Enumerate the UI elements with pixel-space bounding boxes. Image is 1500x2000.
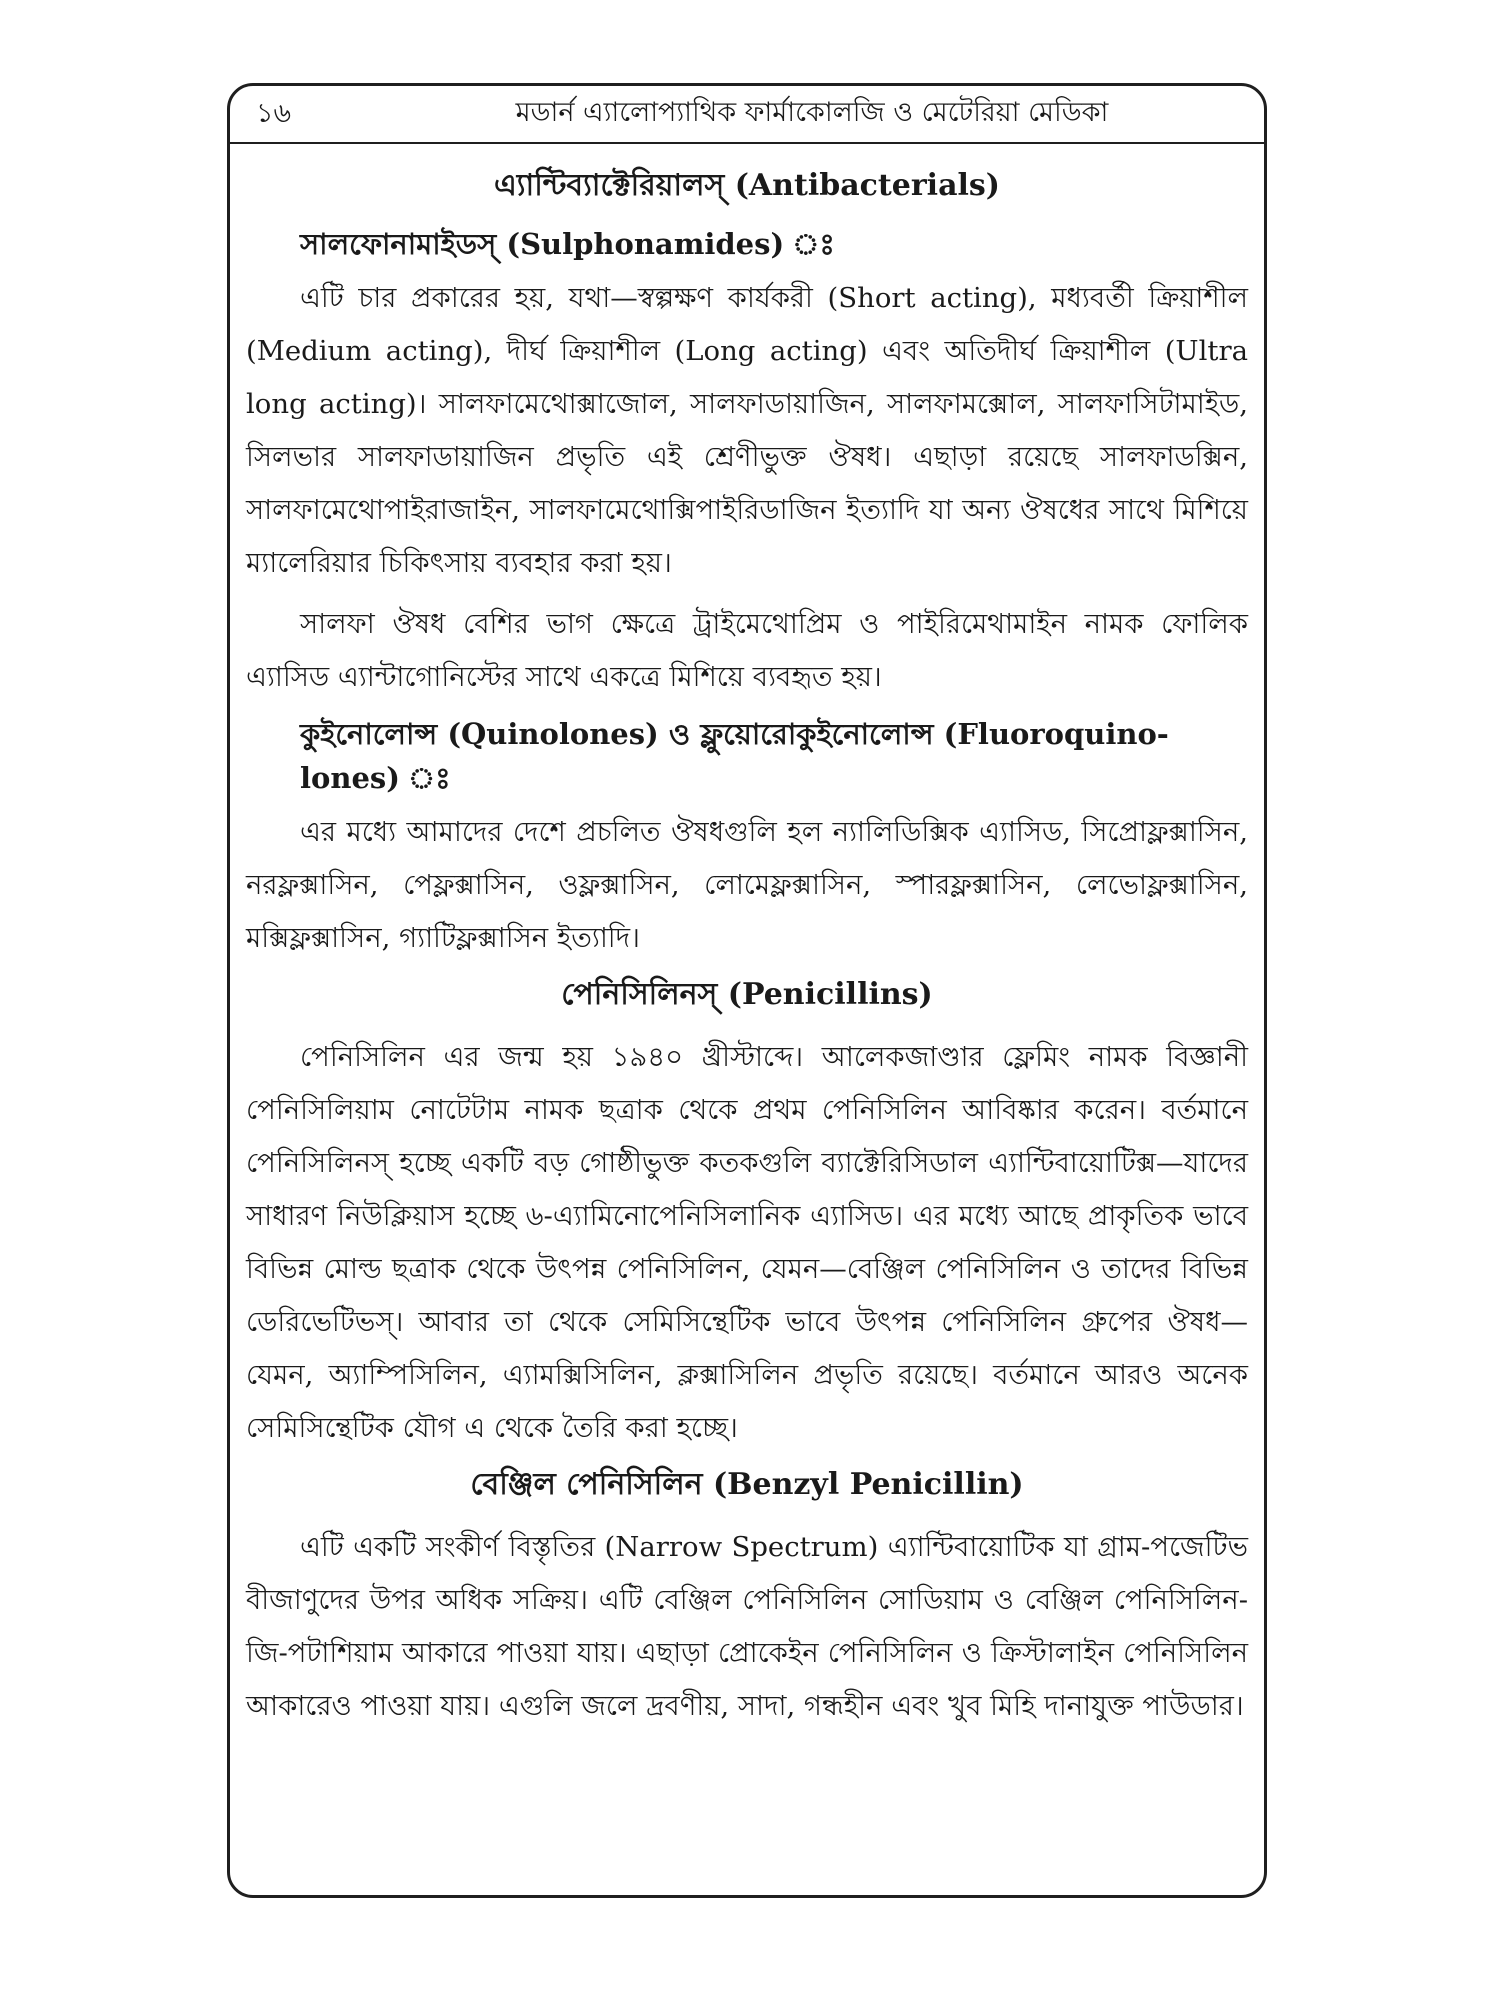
benzyl-penicillin-paragraph: এটি একটি সংকীর্ণ বিস্তৃতির (Narrow Spectrum) এ্যান্টিবায়োটিক যা গ্রাম-পজেটিভ বীজাণুদের উপর অধিক সক্রিয়। এটি বেঞ্জিল পেনিসিলিন সোডিয়াম ও বেঞ্জিল পেনিসিলিন-জি-পটাশিয়াম আকারে পাওয়া যায়। এছাড়া প্রোকেইন পেনিসিলিন ও ক্রিস্টালাইন পেনিসিলিন আকারেও পাওয়া যায়। এগুলি জলে দ্রবণীয়, সাদা, গন্ধহীন এবং খুব মিহি দানাযুক্ত পাউডার। — [246, 1531, 1248, 1722]
antibacterials-heading: এ্যান্টিব্যাক্টেরিয়ালস্ (Antibacterials) — [493, 168, 1000, 203]
running-title: মডার্ন এ্যালোপ্যাথিক ফার্মাকোলজি ও মেটেরিয়া মেডিকা — [515, 97, 1109, 128]
page-content — [246, 164, 1248, 1875]
sulphonamides-heading: সালফোনামাইডস্ (Sulphonamides) ঃ — [300, 227, 835, 261]
page-number: ১৬ — [256, 98, 292, 129]
page-header — [230, 86, 1264, 144]
sulphonamides-paragraph-1: এটি চার প্রকারের হয়, যথা—স্বল্পক্ষণ কার্যকরী (Short acting), মধ্যবর্তী ক্রিয়াশীল (Medium acting), দীর্ঘ ক্রিয়াশীল (Long acting) এবং অতিদীর্ঘ ক্রিয়াশীল (Ultra long acting)। সালফামেথোক্সাজোল, সালফাডায়াজিন, সালফামক্সোল, সালফাসিটামাইড, সিলভার সালফাডায়াজিন প্রভৃতি এই শ্রেণীভুক্ত ঔষধ। এছাড়া রয়েছে সালফাডক্সিন, সালফামেথোপাইরাজাইন, সালফামেথোক্সিপাইরিডাজিন ইত্যাদি যা অন্য ঔষধের সাথে মিশিয়ে ম্যালেরিয়ার চিকিৎসায় ব্যবহার করা হয়। — [246, 282, 1248, 579]
penicillins-heading: পেনিসিলিনস্ (Penicillins) — [561, 977, 933, 1012]
quinolones-heading: কুইনোলোন্স (Quinolones) ও ফ্লুয়োরোকুইনোলোন্স (Fluoroquino-lones) ঃ — [300, 717, 1169, 795]
penicillins-paragraph: পেনিসিলিন এর জন্ম হয় ১৯৪০ খ্রীস্টাব্দে। আলেকজাণ্ডার ফ্লেমিং নামক বিজ্ঞানী পেনিসিলিয়াম নোটেটাম নামক ছত্রাক থেকে প্রথম পেনিসিলিন আবিষ্কার করেন। বর্তমানে পেনিসিলিনস্ হচ্ছে একটি বড় গোষ্ঠীভুক্ত কতকগুলি ব্যাক্টেরিসিডাল এ্যান্টিবায়োটিক্স—যাদের সাধারণ নিউক্লিয়াস হচ্ছে ৬-এ্যামিনোপেনিসিলানিক এ্যাসিড। এর মধ্যে আছে প্রাকৃতিক ভাবে বিভিন্ন মোল্ড ছত্রাক থেকে উৎপন্ন পেনিসিলিন, যেমন—বেঞ্জিল পেনিসিলিন ও তাদের বিভিন্ন ডেরিভেটিভস্। আবার তা থেকে সেমিসিন্থেটিক ভাবে উৎপন্ন পেনিসিলিন গ্রুপের ঔষধ—যেমন, অ্যাম্পিসিলিন, এ্যামক্সিসিলিন, ক্লক্সাসিলিন প্রভৃতি রয়েছে। বর্তমানে আরও অনেক সেমিসিন্থেটিক যৌগ এ থেকে তৈরি করা হচ্ছে। — [246, 1041, 1248, 1444]
quinolones-paragraph: এর মধ্যে আমাদের দেশে প্রচলিত ঔষধগুলি হল ন্যালিডিক্সিক এ্যাসিড, সিপ্রোফ্লক্সাসিন, নরফ্লক্সাসিন, পেফ্লক্সাসিন, ওফ্লক্সাসিন, লোমেফ্লক্সাসিন, স্পারফ্লক্সাসিন, লেভোফ্লক্সাসিন, মক্সিফ্লক্সাসিন, গ্যাটিফ্লক্সাসিন ইত্যাদি। — [246, 816, 1248, 954]
benzyl-penicillin-heading: বেঞ্জিল পেনিসিলিন (Benzyl Penicillin) — [470, 1467, 1024, 1502]
page-frame — [227, 83, 1267, 1898]
sulphonamides-paragraph-2: সালফা ঔষধ বেশির ভাগ ক্ষেত্রে ট্রাইমেথোপ্রিম ও পাইরিমেথামাইন নামক ফোলিক এ্যাসিড এ্যান্টাগোনিস্টের সাথে একত্রে মিশিয়ে ব্যবহৃত হয়। — [246, 608, 1248, 693]
